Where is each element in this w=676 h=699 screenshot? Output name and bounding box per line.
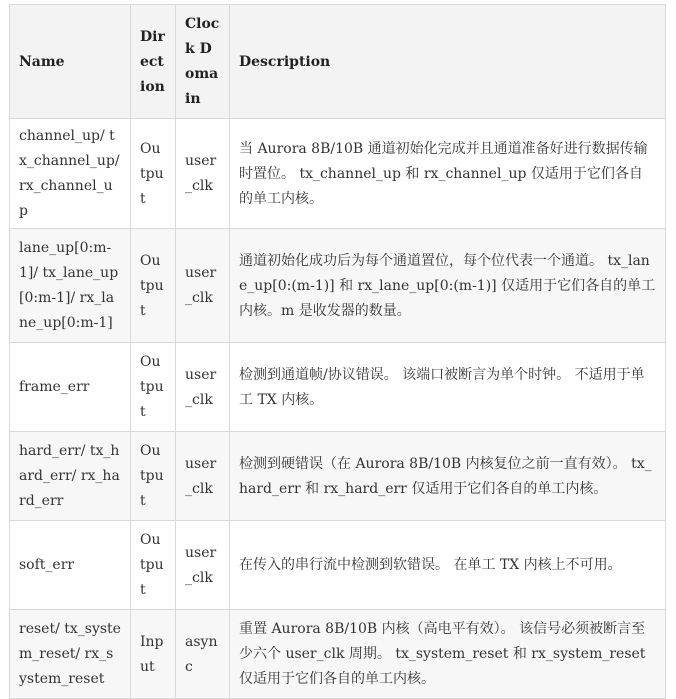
header-direction: Direction	[131, 5, 176, 119]
cell-clock-domain: async	[176, 610, 230, 699]
table-row	[10, 229, 666, 343]
cell-clock-domain: user_clk	[176, 119, 230, 229]
cell-description: 通道初始化成功后为每个通道置位，每个位代表一个通道。 tx_lane_up[0:(m-1)] 和 rx_lane_up[0:(m-1)] 仅适用于它们各自的单工内核。m 是收发器的数量。	[230, 229, 666, 343]
cell-direction: Output	[131, 229, 176, 343]
port-table	[9, 4, 666, 699]
cell-clock-domain: user_clk	[176, 521, 230, 610]
header-clock-domain: Clock Domain	[176, 5, 230, 119]
table-header	[10, 5, 666, 119]
cell-description: 重置 Aurora 8B/10B 内核（高电平有效）。 该信号必须被断言至少六个 user_clk 周期。 tx_system_reset 和 rx_system_reset 仅适用于它们各自的单工内核。	[230, 610, 666, 699]
table-row	[10, 343, 666, 432]
cell-direction: Output	[131, 432, 176, 521]
cell-name: reset/ tx_system_reset/ rx_system_reset	[10, 610, 131, 699]
cell-name: channel_up/ tx_channel_up/ rx_channel_up	[10, 119, 131, 229]
cell-description: 检测到通道帧/协议错误。 该端口被断言为单个时钟。 不适用于单工 TX 内核。	[230, 343, 666, 432]
cell-name: hard_err/ tx_hard_err/ rx_hard_err	[10, 432, 131, 521]
cell-clock-domain: user_clk	[176, 432, 230, 521]
table-body	[10, 119, 666, 699]
header-name: Name	[10, 5, 131, 119]
cell-name: soft_err	[10, 521, 131, 610]
cell-clock-domain: user_clk	[176, 229, 230, 343]
table-row	[10, 119, 666, 229]
table-row	[10, 610, 666, 699]
cell-description: 检测到硬错误（在 Aurora 8B/10B 内核复位之前一直有效）。 tx_hard_err 和 rx_hard_err 仅适用于它们各自的单工内核。	[230, 432, 666, 521]
cell-direction: Output	[131, 521, 176, 610]
cell-direction: Output	[131, 119, 176, 229]
table-row	[10, 432, 666, 521]
cell-name: frame_err	[10, 343, 131, 432]
cell-description: 在传入的串行流中检测到软错误。 在单工 TX 内核上不可用。	[230, 521, 666, 610]
cell-direction: Input	[131, 610, 176, 699]
cell-name: lane_up[0:m-1]/ tx_lane_up[0:m-1]/ rx_lane_up[0:m-1]	[10, 229, 131, 343]
header-row	[10, 5, 666, 119]
cell-description: 当 Aurora 8B/10B 通道初始化完成并且通道准备好进行数据传输时置位。 tx_channel_up 和 rx_channel_up 仅适用于它们各自的单工内核。	[230, 119, 666, 229]
cell-clock-domain: user_clk	[176, 343, 230, 432]
cell-direction: Output	[131, 343, 176, 432]
header-description: Description	[230, 5, 666, 119]
table-row	[10, 521, 666, 610]
